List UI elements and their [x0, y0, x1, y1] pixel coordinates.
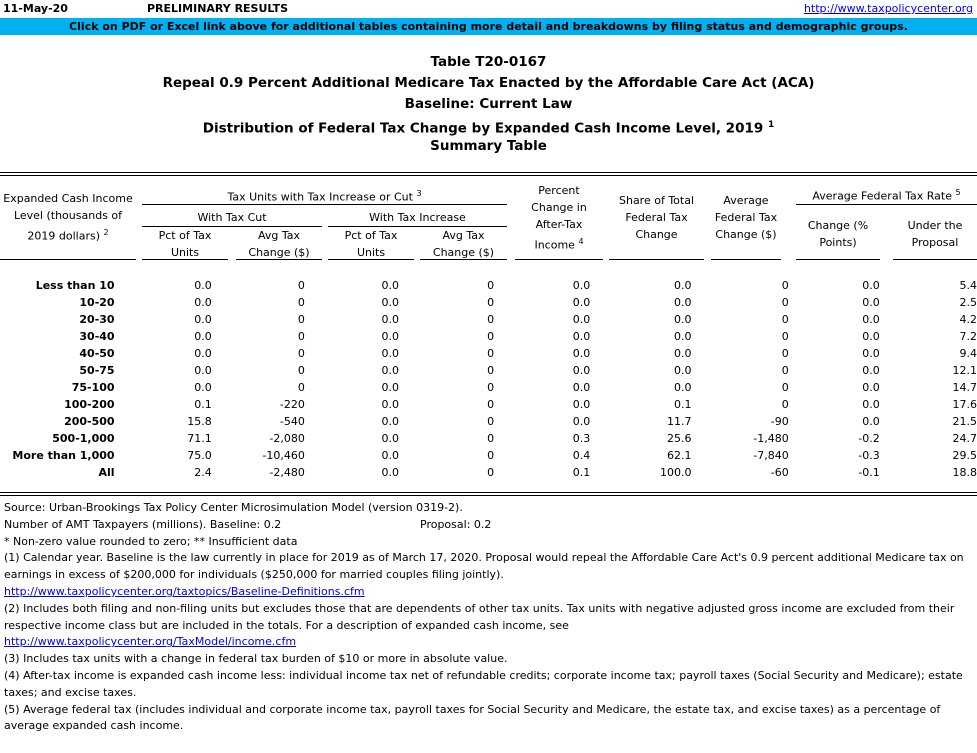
cell-cut-pct: 0.0 — [194, 296, 212, 309]
cell-pct-chg: 0.0 — [572, 279, 591, 292]
cell-inc-pct: 0.0 — [381, 415, 399, 428]
header-pctchg-l4-text: Income — [534, 238, 575, 252]
header-pctchg-l1: Percent — [538, 184, 580, 197]
cell-inc-pct: 0.0 — [381, 432, 399, 445]
cell-share: 0.0 — [674, 279, 692, 292]
table-row — [0, 447, 977, 464]
header-avgfed-l2: Federal Tax — [714, 211, 778, 224]
cell-share: 62.1 — [667, 449, 692, 462]
cell-inc-avg: 0 — [487, 364, 495, 377]
avg-rate-underline — [796, 204, 977, 205]
cell-inc-pct: 0.0 — [381, 330, 399, 343]
header-inc-avg-l2: Change ($) — [432, 246, 495, 259]
cell-inc-pct: 0.0 — [381, 466, 399, 479]
amt-proposal: Proposal: 0.2 — [420, 517, 492, 531]
col-rule — [142, 259, 228, 260]
cell-inc-avg: 0 — [487, 432, 495, 445]
cell-share: 0.1 — [674, 398, 692, 411]
cell-cut-pct: 75.0 — [187, 449, 212, 462]
cell-avg-fed: 0 — [781, 398, 789, 411]
cell-avg-fed: 0 — [781, 330, 789, 343]
header-cut-pct-l1: Pct of Tax — [158, 229, 212, 242]
cell-cut-avg: -220 — [279, 398, 305, 411]
header-cut-avg-l2: Change ($) — [248, 246, 310, 259]
table-row — [0, 311, 977, 328]
cell-rate-under: 7.2 — [959, 330, 977, 343]
header-rate-change — [796, 217, 880, 251]
col-rule — [420, 259, 507, 260]
cell-inc-pct: 0.0 — [381, 381, 399, 394]
cell-rate-chg: 0.0 — [862, 347, 880, 360]
cell-cut-avg: 0 — [297, 364, 305, 377]
header-rate-chg-l2: Points) — [819, 236, 857, 249]
amt-note — [4, 517, 976, 534]
cell-pct-chg: 0.0 — [572, 415, 591, 428]
income-level-label: 30-40 — [79, 330, 115, 343]
cell-cut-avg: 0 — [297, 330, 305, 343]
header-rate-chg-l1: Change (% — [807, 219, 869, 232]
cell-rate-chg: 0.0 — [862, 279, 880, 292]
income-level-label: 10-20 — [79, 296, 115, 309]
col-rule — [796, 259, 880, 260]
cell-cut-avg: 0 — [297, 296, 305, 309]
cell-cut-avg: 0 — [297, 381, 305, 394]
cell-pct-chg: 0.0 — [572, 330, 591, 343]
cell-rate-under: 21.5 — [952, 415, 977, 428]
cell-cut-pct: 71.1 — [187, 432, 212, 445]
report-date: 11-May-20 — [3, 2, 68, 15]
tpc-home-link[interactable]: http://www.taxpolicycenter.org — [803, 2, 973, 15]
col-rule — [711, 259, 781, 260]
income-level-label: All — [98, 466, 115, 479]
cell-inc-pct: 0.0 — [381, 313, 399, 326]
table-row — [0, 464, 977, 481]
distribution-title — [0, 115, 977, 136]
cell-avg-fed: -60 — [770, 466, 789, 479]
table-row — [0, 413, 977, 430]
header-avgfed-l3: Change ($) — [715, 228, 777, 241]
cell-cut-avg: -540 — [279, 415, 305, 428]
cell-inc-avg: 0 — [487, 296, 495, 309]
footnotes — [4, 500, 976, 735]
cell-pct-chg: 0.0 — [572, 398, 591, 411]
cell-cut-avg: -2,480 — [269, 466, 305, 479]
cell-rate-under: 5.4 — [959, 279, 977, 292]
cell-rate-chg: 0.0 — [862, 313, 880, 326]
header-top-rule — [0, 172, 977, 173]
cell-cut-avg: -2,080 — [269, 432, 305, 445]
cell-share: 0.0 — [674, 313, 692, 326]
cell-rate-under: 4.2 — [959, 313, 977, 326]
header-rate-under-l2: Proposal — [911, 236, 959, 249]
cell-pct-chg: 0.0 — [572, 296, 591, 309]
header-avg-fed-change — [711, 192, 781, 243]
cell-pct-chg: 0.1 — [572, 466, 591, 479]
cell-avg-fed: 0 — [781, 279, 789, 292]
header-rate-under — [893, 217, 977, 251]
header-pctchg-l2: Change in — [531, 201, 587, 214]
summary-table — [0, 277, 977, 481]
header-share-l1: Share of Total — [618, 194, 695, 207]
header-pctchg-l3: After-Tax — [535, 218, 583, 231]
cell-pct-chg: 0.0 — [572, 347, 591, 360]
cell-rate-under: 18.8 — [952, 466, 977, 479]
cell-avg-fed: 0 — [781, 313, 789, 326]
cell-avg-fed: 0 — [781, 296, 789, 309]
summary-title: Summary Table — [430, 138, 547, 154]
table-row — [0, 362, 977, 379]
cell-cut-avg: 0 — [297, 279, 305, 292]
cell-rate-under: 12.1 — [952, 364, 977, 377]
cell-rate-under: 29.5 — [952, 449, 977, 462]
table-row — [0, 277, 977, 294]
cell-inc-avg: 0 — [487, 347, 495, 360]
cell-rate-chg: 0.0 — [862, 381, 880, 394]
footnote-2: (2) Includes both filing and non-filing units but excludes those that are dependents of other tax units. Tax units with negative adjusted gross income are excluded from their respective income class but are included in the totals. For a description of expanded cash income, see — [4, 601, 955, 632]
income-level-label: 50-75 — [79, 364, 115, 377]
cell-rate-chg: 0.0 — [862, 330, 880, 343]
header-inc-pct-l2: Units — [356, 246, 386, 259]
cell-cut-pct: 0.0 — [194, 364, 212, 377]
header-income-level — [0, 190, 136, 245]
cell-share: 0.0 — [674, 296, 692, 309]
cell-cut-avg: 0 — [297, 313, 305, 326]
nonzero-note: * Non-zero value rounded to zero; ** Insufficient data — [4, 534, 298, 548]
table-titles — [0, 52, 977, 157]
cell-avg-fed: -1,480 — [753, 432, 789, 445]
baseline-title: Baseline: Current Law — [404, 96, 573, 112]
table-bottom-rule-2 — [0, 495, 977, 496]
header-share-l3: Change — [635, 228, 678, 241]
header-inc-pct — [328, 227, 414, 261]
header-share — [609, 192, 704, 243]
income-level-label: 20-30 — [79, 313, 115, 326]
cell-cut-pct: 0.1 — [194, 398, 212, 411]
cell-rate-under: 17.6 — [952, 398, 977, 411]
footnote-ref: 3 — [416, 189, 422, 198]
income-level-label: 200-500 — [64, 415, 115, 428]
cell-cut-pct: 15.8 — [187, 415, 212, 428]
cell-share: 25.6 — [667, 432, 692, 445]
table-row — [0, 430, 977, 447]
cell-share: 0.0 — [674, 381, 692, 394]
cell-inc-pct: 0.0 — [381, 279, 399, 292]
cell-share: 0.0 — [674, 347, 692, 360]
cell-rate-chg: 0.0 — [862, 415, 880, 428]
cell-cut-pct: 0.0 — [194, 313, 212, 326]
cell-avg-fed: 0 — [781, 364, 789, 377]
header-cut-pct-l2: Units — [170, 246, 200, 259]
table-title: Repeal 0.9 Percent Additional Medicare Tax Enacted by the Affordable Care Act (ACA) — [162, 75, 815, 91]
header-inc-avg — [420, 227, 507, 261]
cell-inc-avg: 0 — [487, 313, 495, 326]
income-level-label: 75-100 — [71, 381, 115, 394]
cell-share: 0.0 — [674, 330, 692, 343]
header-cut-avg-l1: Avg Tax — [257, 229, 301, 242]
header-avgfed-l1: Average — [723, 194, 769, 207]
cell-cut-pct: 0.0 — [194, 347, 212, 360]
col-rule — [893, 259, 977, 260]
header-avg-rate-text: Average Federal Tax Rate — [812, 189, 952, 203]
income-level-label: 40-50 — [79, 347, 115, 360]
col-rule — [515, 259, 603, 260]
income-level-label: Less than 10 — [35, 279, 115, 292]
tax-units-underline — [142, 204, 507, 205]
cell-inc-avg: 0 — [487, 466, 495, 479]
cell-pct-chg: 0.0 — [572, 313, 591, 326]
cell-cut-avg: 0 — [297, 347, 305, 360]
cell-inc-avg: 0 — [487, 449, 495, 462]
table-row — [0, 328, 977, 345]
header-avg-rate — [796, 184, 977, 205]
info-banner: Click on PDF or Excel link above for additional tables containing more detail and breakdowns by filing status and demographic groups. — [0, 18, 977, 35]
cell-inc-pct: 0.0 — [381, 449, 399, 462]
cell-rate-chg: -0.3 — [858, 449, 880, 462]
cell-avg-fed: -90 — [770, 415, 789, 428]
cell-inc-avg: 0 — [487, 415, 495, 428]
header-cut-pct — [142, 227, 228, 261]
header-tax-units — [142, 185, 507, 206]
col-rule — [328, 259, 414, 260]
header-rate-under-l1: Under the — [907, 219, 963, 232]
header-income-l1: Expanded Cash Income — [3, 192, 133, 205]
footnote-5: (5) Average federal tax (includes individual and corporate income tax, payroll taxes for Social Security and Medicare, the estate tax, and excise taxes) as a percentage of average expanded cash income. — [4, 702, 941, 733]
footnote-ref: 5 — [955, 188, 961, 197]
cell-inc-pct: 0.0 — [381, 364, 399, 377]
cell-avg-fed: 0 — [781, 381, 789, 394]
footnote-ref: 1 — [767, 120, 775, 130]
income-definition-link[interactable]: http://www.taxpolicycenter.org/TaxModel/income.cfm — [4, 635, 297, 649]
cell-rate-chg: 0.0 — [862, 398, 880, 411]
cell-pct-chg: 0.0 — [572, 364, 591, 377]
header-top-rule-2 — [0, 175, 977, 176]
table-row — [0, 396, 977, 413]
header-with-tax-increase: With Tax Increase — [369, 211, 466, 224]
baseline-definitions-link[interactable]: http://www.taxpolicycenter.org/taxtopics/Baseline-Definitions.cfm — [4, 584, 365, 598]
amt-baseline: Number of AMT Taxpayers (millions). Baseline: 0.2 — [4, 517, 282, 531]
header-inc-avg-l1: Avg Tax — [442, 229, 485, 242]
cell-share: 0.0 — [674, 364, 692, 377]
table-row — [0, 379, 977, 396]
cell-pct-chg: 0.0 — [572, 381, 591, 394]
cell-pct-chg: 0.4 — [572, 449, 591, 462]
source-note: Source: Urban-Brookings Tax Policy Center Microsimulation Model (version 0319-2). — [4, 501, 463, 514]
cell-inc-avg: 0 — [487, 330, 495, 343]
cell-inc-avg: 0 — [487, 381, 495, 394]
cell-rate-under: 14.7 — [952, 381, 977, 394]
cell-share: 11.7 — [667, 415, 692, 428]
cell-inc-pct: 0.0 — [381, 347, 399, 360]
header-percent-change — [515, 182, 603, 254]
col-rule — [609, 259, 704, 260]
header-pctchg-l4 — [515, 233, 603, 254]
footnote-3: (3) Includes tax units with a change in federal tax burden of $10 or more in absolute value. — [4, 652, 508, 666]
cell-rate-chg: -0.1 — [858, 466, 880, 479]
cell-cut-pct: 0.0 — [194, 381, 212, 394]
cell-inc-avg: 0 — [487, 398, 495, 411]
cell-share: 100.0 — [660, 466, 692, 479]
income-level-label: 500-1,000 — [52, 432, 115, 445]
cell-rate-under: 9.4 — [959, 347, 977, 360]
top-bar — [0, 0, 977, 18]
cell-pct-chg: 0.3 — [572, 432, 591, 445]
income-level-label: More than 1,000 — [12, 449, 115, 462]
header-income-l3-text: 2019 dollars) — [27, 229, 100, 243]
income-level-label: 100-200 — [64, 398, 115, 411]
col-rule — [236, 259, 322, 260]
cell-rate-chg: 0.0 — [862, 364, 880, 377]
footnote-4: (4) After-tax income is expanded cash income less: individual income tax net of refundable credits; corporate income tax; payroll taxes (Social Security and Medicare); estate taxes; and excise taxes. — [4, 668, 963, 699]
cell-inc-pct: 0.0 — [381, 398, 399, 411]
header-with-tax-cut: With Tax Cut — [197, 211, 267, 224]
table-bottom-rule — [0, 492, 977, 493]
cell-cut-avg: -10,460 — [262, 449, 305, 462]
cell-cut-pct: 2.4 — [194, 466, 212, 479]
header-tax-units-text: Tax Units with Tax Increase or Cut — [227, 190, 413, 204]
header-share-l2: Federal Tax — [625, 211, 688, 224]
table-id: Table T20-0167 — [430, 54, 547, 70]
col-rule — [0, 259, 136, 260]
cell-inc-avg: 0 — [487, 279, 495, 292]
header-inc-pct-l1: Pct of Tax — [344, 229, 398, 242]
cell-rate-under: 2.5 — [959, 296, 977, 309]
header-income-l3 — [0, 224, 136, 245]
cell-cut-pct: 0.0 — [194, 279, 212, 292]
distribution-title-text: Distribution of Federal Tax Change by Expanded Cash Income Level, 2019 — [202, 120, 764, 137]
header-cut-avg — [236, 227, 322, 261]
cell-rate-under: 24.7 — [952, 432, 977, 445]
table-row — [0, 294, 977, 311]
cell-rate-chg: 0.0 — [862, 296, 880, 309]
cell-avg-fed: -7,840 — [753, 449, 789, 462]
footnote-ref: 4 — [578, 237, 584, 246]
cell-avg-fed: 0 — [781, 347, 789, 360]
footnote-ref: 2 — [103, 228, 109, 237]
header-income-l2: Level (thousands of — [13, 209, 123, 222]
table-row — [0, 345, 977, 362]
footnote-1: (1) Calendar year. Baseline is the law currently in place for 2019 as of March 17, 2020. Proposal would repeal the Affordable Care Act's 0.9 percent additional Medicare tax on earnings in excess of $200,000 for individuals ($250,000 for married couples filing jointly). — [4, 551, 964, 582]
preliminary-label: PRELIMINARY RESULTS — [147, 2, 289, 15]
cell-cut-pct: 0.0 — [194, 330, 212, 343]
cell-inc-pct: 0.0 — [381, 296, 399, 309]
cell-rate-chg: -0.2 — [858, 432, 880, 445]
